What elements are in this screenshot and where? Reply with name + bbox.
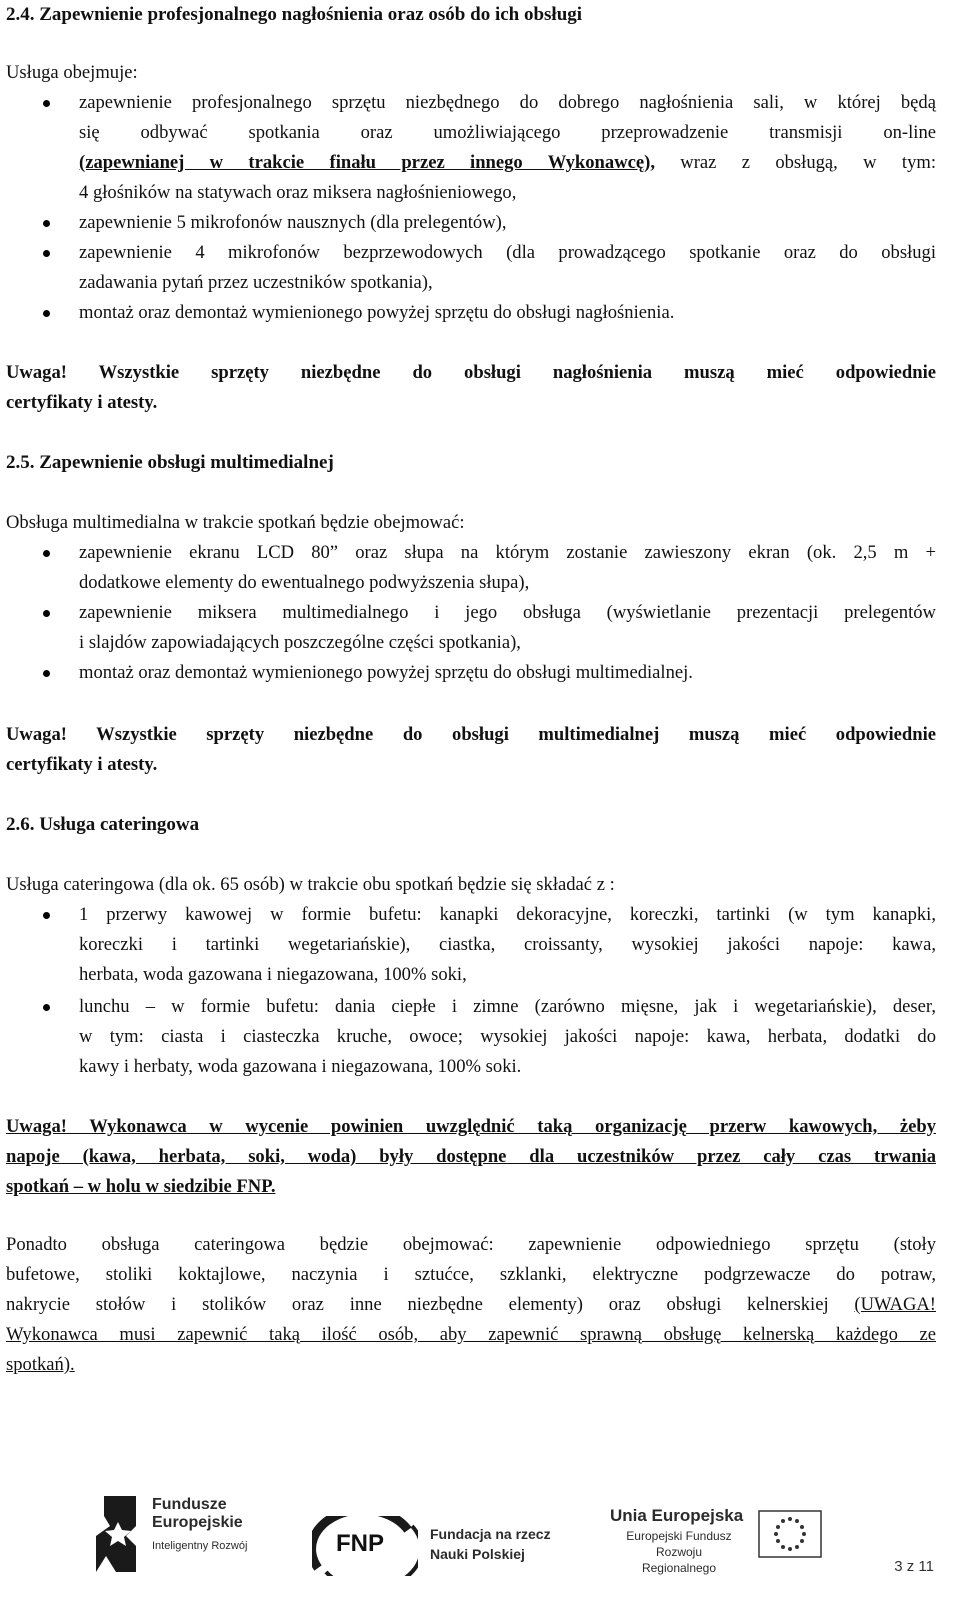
- bullet-icon: [43, 1004, 50, 1011]
- catering-paragraph: Ponadto obsługa cateringowa będzie obejmować: zapewnienie odpowiedniego sprzętu (stoły bufetowe, stoliki koktajlowe, naczynia i sztućce, szklanki, elektryczne podgrzewacze do potraw, nakrycie stołów i stolików oraz inne niezbędne elementy) oraz obsługi kelnerskiej (UWAGA! Wykonawca musi zapewnić taką ilość osób, aby zapewnić sprawną obsługę kelnerską każdego ze spotkań).: [6, 1234, 936, 1375]
- warning-note: Uwaga! Wszystkie sprzęty niezbędne do obsługi nagłośnienia muszą mieć odpowiednie certyfikaty i atesty.: [6, 362, 936, 413]
- bullet-icon: [43, 250, 50, 257]
- bullet-icon: [43, 310, 50, 317]
- eu-flag-icon: [758, 1510, 822, 1558]
- bullet-icon: [43, 100, 50, 107]
- section-heading-2-6: 2.6. Usługa cateringowa: [6, 814, 200, 835]
- section-intro: Usługa obejmuje:: [6, 62, 138, 83]
- bullet-icon: [43, 550, 50, 557]
- section-intro: Usługa cateringowa (dla ok. 65 osób) w trakcie obu spotkań będzie się składać z :: [6, 874, 615, 895]
- section-intro: Obsługa multimedialna w trakcie spotkań będzie obejmować:: [6, 512, 465, 533]
- page-number: 3 z 11: [894, 1558, 934, 1575]
- unia-europejska-logo: Unia Europejska Europejski Fundusz Rozwoju Regionalnego: [606, 1506, 836, 1586]
- catering-warning-note: Uwaga! Wykonawca w wycenie powinien uwzględnić taką organizację przerw kawowych, żeby napoje (kawa, herbata, soki, woda) były dostępne dla uczestników przez cały czas trwania spotkań – w holu w siedzibie FNP.: [6, 1116, 936, 1197]
- fnp-logo: FNP Fundacja na rzecz Nauki Polskiej: [312, 1516, 572, 1586]
- bullet-icon: [43, 610, 50, 617]
- bullet-icon: [43, 670, 50, 677]
- footer-logos: [0, 1488, 960, 1608]
- fundusze-europejskie-logo: Fundusze Europejskie Inteligentny Rozwój: [96, 1496, 276, 1576]
- bullet-icon: [43, 220, 50, 227]
- section-heading-2-5: 2.5. Zapewnienie obsługi multimedialnej: [6, 452, 334, 473]
- bullet-icon: [43, 912, 50, 919]
- fe-star-icon: [96, 1496, 142, 1572]
- warning-note: Uwaga! Wszystkie sprzęty niezbędne do obsługi multimedialnej muszą mieć odpowiednie certyfikaty i atesty.: [6, 724, 936, 775]
- section-heading-2-4: 2.4. Zapewnienie profesjonalnego nagłośnienia oraz osób do ich obsługi: [6, 4, 583, 25]
- list-item-line: (zapewnianej w trakcie finału przez innego Wykonawcę), wraz z obsługą, w tym:: [79, 152, 936, 173]
